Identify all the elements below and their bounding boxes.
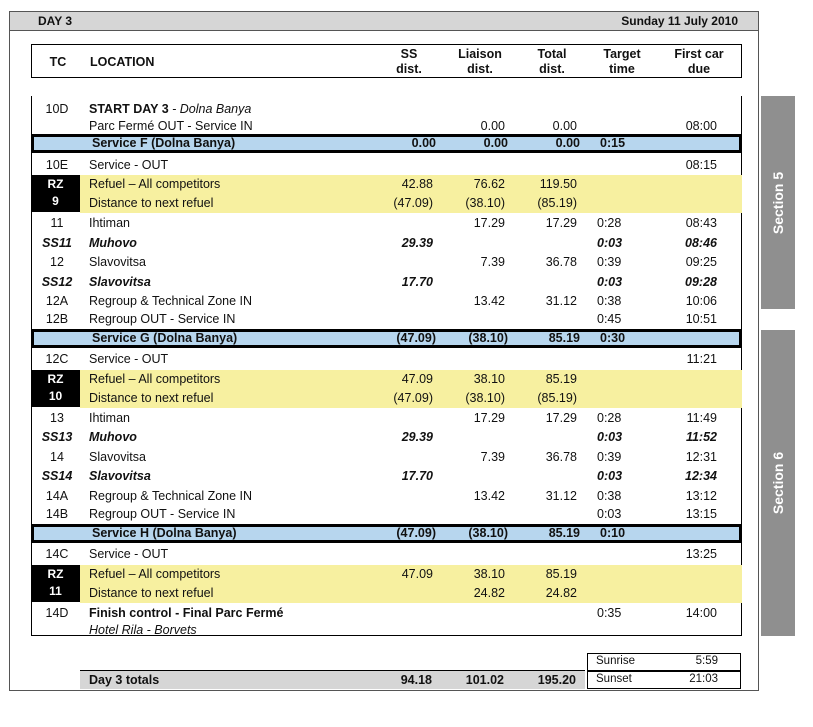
- cell-loc: Refuel – All competitors: [89, 177, 221, 191]
- cell-to: 17.29: [545, 216, 577, 230]
- cell-li: (38.10): [468, 331, 508, 345]
- cell-loc: Service H (Dolna Banya): [92, 526, 237, 540]
- cell-tt: 0:03: [597, 430, 623, 444]
- cell-li: 76.62: [473, 177, 505, 191]
- column-header: [31, 44, 742, 78]
- location-name: START DAY 3: [89, 102, 169, 116]
- cell-tc: 14D: [45, 606, 69, 620]
- cell-fc: 08:00: [685, 119, 717, 133]
- cell-tc: 14C: [45, 547, 69, 561]
- cell-ss: 0.00: [411, 136, 436, 150]
- cell-loc: Slavovitsa: [89, 450, 146, 464]
- itinerary-row: [31, 273, 742, 292]
- cell-fc: 08:43: [685, 216, 717, 230]
- itinerary-row: [31, 156, 742, 175]
- cell-tt: 0:10: [600, 526, 626, 540]
- itinerary-row: [80, 584, 742, 603]
- location-place: - Dolna Banya: [168, 102, 252, 116]
- cell-loc: Service - OUT: [89, 158, 169, 172]
- refuel-zone-badge: [31, 370, 80, 407]
- cell-tc: 10E: [45, 158, 69, 172]
- header-first-1: First car: [674, 47, 724, 61]
- cell-to: 36.78: [545, 255, 577, 269]
- sunrise-label: Sunrise: [596, 655, 635, 667]
- itinerary-row: [80, 565, 742, 584]
- header-location: LOCATION: [90, 55, 155, 69]
- totals-liaison: 101.02: [465, 673, 504, 687]
- header-target-1: Target: [603, 47, 641, 61]
- cell-to: 85.19: [545, 372, 577, 386]
- cell-tt: 0:38: [597, 489, 622, 503]
- sunset-value: 21:03: [689, 673, 718, 685]
- cell-tc: 14B: [45, 507, 69, 521]
- section-5-tab: [761, 96, 795, 309]
- cell-ss: 47.09: [401, 372, 433, 386]
- itinerary-row: [80, 370, 742, 389]
- sunrise-value: 5:59: [695, 655, 718, 667]
- cell-loc: Parc Fermé OUT - Service IN: [89, 119, 253, 133]
- cell-tc: 11: [50, 216, 64, 230]
- cell-fc: 08:15: [685, 158, 717, 172]
- cell-li: 0.00: [480, 119, 505, 133]
- cell-loc: [89, 102, 251, 116]
- cell-to: 31.12: [545, 489, 577, 503]
- cell-li: 38.10: [473, 372, 505, 386]
- cell-tt: 0:03: [597, 507, 622, 521]
- cell-ss: 47.09: [401, 567, 433, 581]
- cell-loc: Slavovitsa: [89, 255, 146, 269]
- itinerary-row: [80, 194, 742, 213]
- cell-loc: Refuel – All competitors: [89, 372, 221, 386]
- cell-fc: 11:52: [685, 430, 717, 444]
- cell-tc: 14: [50, 450, 64, 464]
- cell-loc: Service - OUT: [89, 352, 169, 366]
- header-liaison-1: Liaison: [458, 47, 502, 61]
- totals-ss: 94.18: [400, 673, 432, 687]
- cell-li: (38.10): [468, 526, 508, 540]
- section-5-label: Section 5: [770, 171, 786, 234]
- cell-li: 24.82: [473, 586, 505, 600]
- itinerary-row: [80, 175, 742, 194]
- cell-ss: 42.88: [401, 177, 433, 191]
- cell-to: 36.78: [545, 450, 577, 464]
- date-title: Sunday 11 July 2010: [621, 14, 738, 28]
- header-target-2: time: [609, 62, 635, 76]
- cell-tc: 12A: [45, 294, 69, 308]
- cell-to: 0.00: [552, 119, 577, 133]
- cell-li: 7.39: [480, 450, 505, 464]
- cell-loc: Ihtiman: [89, 216, 130, 230]
- cell-to: 31.12: [545, 294, 577, 308]
- cell-loc: Slavovitsa: [89, 469, 151, 483]
- header-ss-1: SS: [400, 47, 418, 61]
- refuel-zone-badge: [31, 175, 80, 212]
- cell-loc: Distance to next refuel: [89, 391, 214, 405]
- cell-fc: 13:12: [685, 489, 717, 503]
- cell-loc: Regroup & Technical Zone IN: [89, 294, 253, 308]
- cell-li: (38.10): [465, 391, 505, 405]
- cell-fc: 10:51: [685, 312, 717, 326]
- cell-fc: 10:06: [685, 294, 717, 308]
- cell-to: 119.50: [539, 177, 577, 191]
- itinerary-row: [31, 505, 742, 524]
- cell-li: 0.00: [483, 136, 508, 150]
- cell-loc: Regroup OUT - Service IN: [89, 507, 236, 521]
- cell-to: (85.19): [537, 196, 577, 210]
- cell-tc: SS11: [42, 236, 72, 250]
- sunrise-box: [587, 653, 741, 671]
- cell-to: (85.19): [537, 391, 577, 405]
- cell-fc: 14:00: [685, 606, 717, 620]
- cell-loc: Distance to next refuel: [89, 196, 214, 210]
- header-total-1: Total: [537, 47, 567, 61]
- cell-ss: (47.09): [393, 196, 433, 210]
- cell-fc: 11:21: [686, 352, 717, 366]
- cell-ss: 29.39: [401, 236, 433, 250]
- header-tc: TC: [49, 55, 67, 69]
- cell-li: 13.42: [473, 294, 505, 308]
- itinerary-row: [31, 292, 742, 311]
- service-row: [31, 134, 742, 153]
- cell-tt: 0:39: [597, 255, 622, 269]
- itinerary-row: [31, 214, 742, 233]
- rz-label: RZ: [47, 177, 64, 191]
- cell-fc: 08:46: [685, 236, 717, 250]
- sunset-label: Sunset: [596, 673, 632, 685]
- cell-ss: 17.70: [401, 275, 433, 289]
- refuel-zone-badge: [31, 565, 80, 602]
- cell-to: 85.19: [548, 331, 580, 345]
- cell-tc: SS14: [41, 469, 73, 483]
- cell-fc: 11:49: [686, 411, 717, 425]
- totals-label: Day 3 totals: [89, 673, 160, 687]
- cell-li: 38.10: [473, 567, 505, 581]
- cell-fc: 13:15: [685, 507, 717, 521]
- cell-tc: 12B: [45, 312, 69, 326]
- cell-li: 13.42: [473, 489, 505, 503]
- section-6-tab: [761, 330, 795, 636]
- cell-tc: 13: [50, 411, 64, 425]
- cell-loc: Regroup OUT - Service IN: [89, 312, 236, 326]
- title-bar: [10, 12, 758, 31]
- cell-tt: 0:03: [597, 236, 623, 250]
- cell-fc: 09:28: [685, 275, 717, 289]
- header-total-2: dist.: [539, 62, 565, 76]
- cell-li: 17.29: [473, 216, 505, 230]
- header-liaison-2: dist.: [467, 62, 493, 76]
- cell-ss: (47.09): [393, 391, 433, 405]
- cell-li: 7.39: [480, 255, 505, 269]
- cell-loc: Service G (Dolna Banya): [92, 331, 238, 345]
- rz-label: RZ: [47, 567, 64, 581]
- cell-ss: 17.70: [401, 469, 433, 483]
- cell-tt: 0:03: [597, 469, 623, 483]
- rz-number: 10: [48, 389, 63, 403]
- cell-to: 24.82: [545, 586, 577, 600]
- cell-tt: 0:39: [597, 450, 622, 464]
- cell-ss: (47.09): [396, 526, 436, 540]
- cell-li: (38.10): [465, 196, 505, 210]
- cell-loc: Muhovo: [89, 430, 137, 444]
- itinerary-row: [31, 409, 742, 428]
- cell-li: 17.29: [473, 411, 505, 425]
- day-title: DAY 3: [38, 14, 73, 28]
- cell-tt: 0:15: [600, 136, 626, 150]
- itinerary-row: [31, 310, 742, 329]
- cell-tt: 0:28: [597, 411, 622, 425]
- itinerary-row: [31, 545, 742, 564]
- cell-loc: Regroup & Technical Zone IN: [89, 489, 253, 503]
- cell-tt: 0:03: [597, 275, 623, 289]
- itinerary-row: [31, 621, 742, 640]
- cell-loc: Service F (Dolna Banya): [92, 136, 236, 150]
- cell-ss: 29.39: [401, 430, 433, 444]
- rz-number: 9: [52, 194, 59, 208]
- cell-to: 85.19: [545, 567, 577, 581]
- itinerary-row: [80, 389, 742, 408]
- cell-loc: Service - OUT: [89, 547, 169, 561]
- cell-tc: 12: [50, 255, 64, 269]
- cell-tc: SS13: [41, 430, 73, 444]
- cell-fc: 09:25: [685, 255, 717, 269]
- cell-ss: (47.09): [396, 331, 436, 345]
- cell-loc: Refuel – All competitors: [89, 567, 221, 581]
- rz-number: 11: [49, 584, 62, 598]
- itinerary-row: [31, 467, 742, 486]
- header-first-2: due: [687, 62, 711, 76]
- service-row: [31, 524, 742, 543]
- itinerary-row: [31, 350, 742, 369]
- sunset-box: [587, 671, 741, 689]
- cell-to: 0.00: [555, 136, 580, 150]
- cell-to: 85.19: [548, 526, 580, 540]
- itinerary-row: [31, 487, 742, 506]
- rz-label: RZ: [47, 372, 64, 386]
- cell-loc: Finish control - Final Parc Fermé: [89, 606, 284, 620]
- header-ss-2: dist.: [396, 62, 422, 76]
- cell-tt: 0:45: [597, 312, 622, 326]
- cell-loc: Ihtiman: [89, 411, 130, 425]
- cell-fc: 13:25: [685, 547, 717, 561]
- cell-tc: SS12: [41, 275, 73, 289]
- cell-loc: Muhovo: [89, 236, 137, 250]
- cell-tc: 14A: [45, 489, 69, 503]
- cell-tt: 0:38: [597, 294, 622, 308]
- section-6-label: Section 6: [770, 451, 786, 515]
- cell-tc: 10D: [45, 102, 69, 116]
- cell-loc: Distance to next refuel: [89, 586, 214, 600]
- itinerary-row: [31, 428, 742, 447]
- cell-fc: 12:34: [685, 469, 717, 483]
- cell-loc: Slavovitsa: [89, 275, 151, 289]
- totals-total: 195.20: [537, 673, 576, 687]
- cell-fc: 12:31: [685, 450, 717, 464]
- cell-loc: Hotel Rila - Borvets: [89, 623, 197, 637]
- cell-tt: 0:28: [597, 216, 622, 230]
- cell-tc: 12C: [45, 352, 69, 366]
- itinerary-row: [31, 448, 742, 467]
- day-totals: [80, 670, 585, 689]
- cell-to: 17.29: [545, 411, 577, 425]
- cell-tt: 0:30: [600, 331, 626, 345]
- cell-tt: 0:35: [597, 606, 622, 620]
- itinerary-row: [31, 253, 742, 272]
- itinerary-row: [31, 234, 742, 253]
- service-row: [31, 329, 742, 348]
